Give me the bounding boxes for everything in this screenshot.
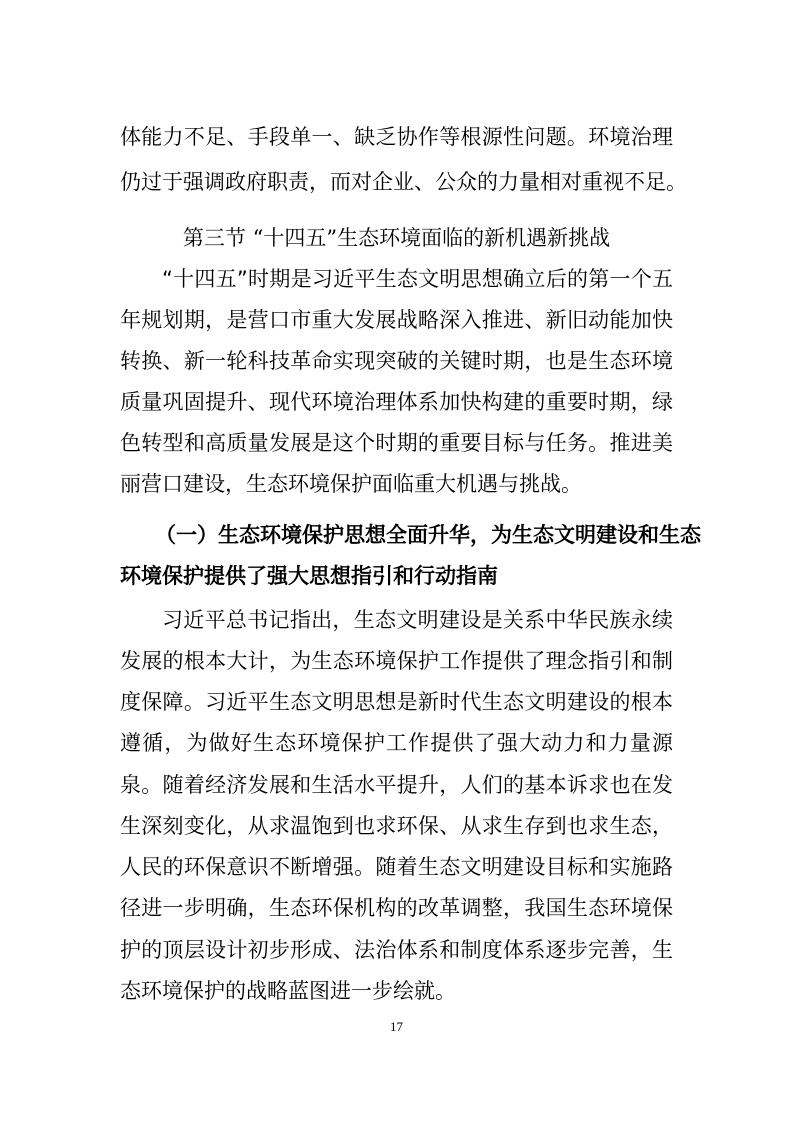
text-line: 护的顶层设计初步形成、法治体系和制度体系逐步完善，生: [120, 938, 673, 962]
text-line: 生深刻变化，从求温饱到也求环保、从求生存到也求生态，: [120, 814, 673, 838]
text-line: 习近平总书记指出，生态文明建设是关系中华民族永续: [162, 608, 673, 632]
text-line: “十四五”时期是习近平生态文明思想确立后的第一个五: [162, 267, 673, 291]
text-line: 发展的根本大计，为生态环境保护工作提供了理念指引和制: [120, 649, 673, 673]
text-line: 转换、新一轮科技革命实现突破的关键时期，也是生态环境: [120, 349, 673, 373]
subheading: （一）生态环境保护思想全面升华，为生态文明建设和生态: [155, 523, 701, 547]
text-line: 质量巩固提升、现代环境治理体系加快构建的重要时期，绿: [120, 390, 673, 414]
section-heading: 第三节 “十四五”生态环境面临的新机遇新挑战: [182, 226, 611, 250]
text-line: 年规划期，是营口市重大发展战略深入推进、新旧动能加快: [120, 308, 673, 332]
text-line: 人民的环保意识不断增强。随着生态文明建设目标和实施路: [120, 855, 673, 879]
subheading: 环境保护提供了强大思想指引和行动指南: [120, 564, 498, 588]
text-line: 丽营口建设，生态环境保护面临重大机遇与挑战。: [120, 472, 582, 496]
text-line: 遵循，为做好生态环境保护工作提供了强大动力和力量源: [120, 731, 673, 755]
text-line: 体能力不足、手段单一、缺乏协作等根源性问题。环境治理: [120, 125, 673, 149]
text-line: 色转型和高质量发展是这个时期的重要目标与任务。推进美: [120, 431, 673, 455]
text-line: 度保障。习近平生态文明思想是新时代生态文明建设的根本: [120, 690, 673, 714]
text-line: 泉。随着经济发展和生活水平提升，人们的基本诉求也在发: [120, 773, 673, 797]
text-line: 仍过于强调政府职责，而对企业、公众的力量相对重视不足。: [120, 170, 687, 194]
page-number: 17: [390, 1019, 403, 1034]
text-line: 态环境保护的战略蓝图进一步绘就。: [120, 979, 456, 1003]
text-line: 径进一步明确，生态环保机构的改革调整，我国生态环境保: [120, 896, 673, 920]
